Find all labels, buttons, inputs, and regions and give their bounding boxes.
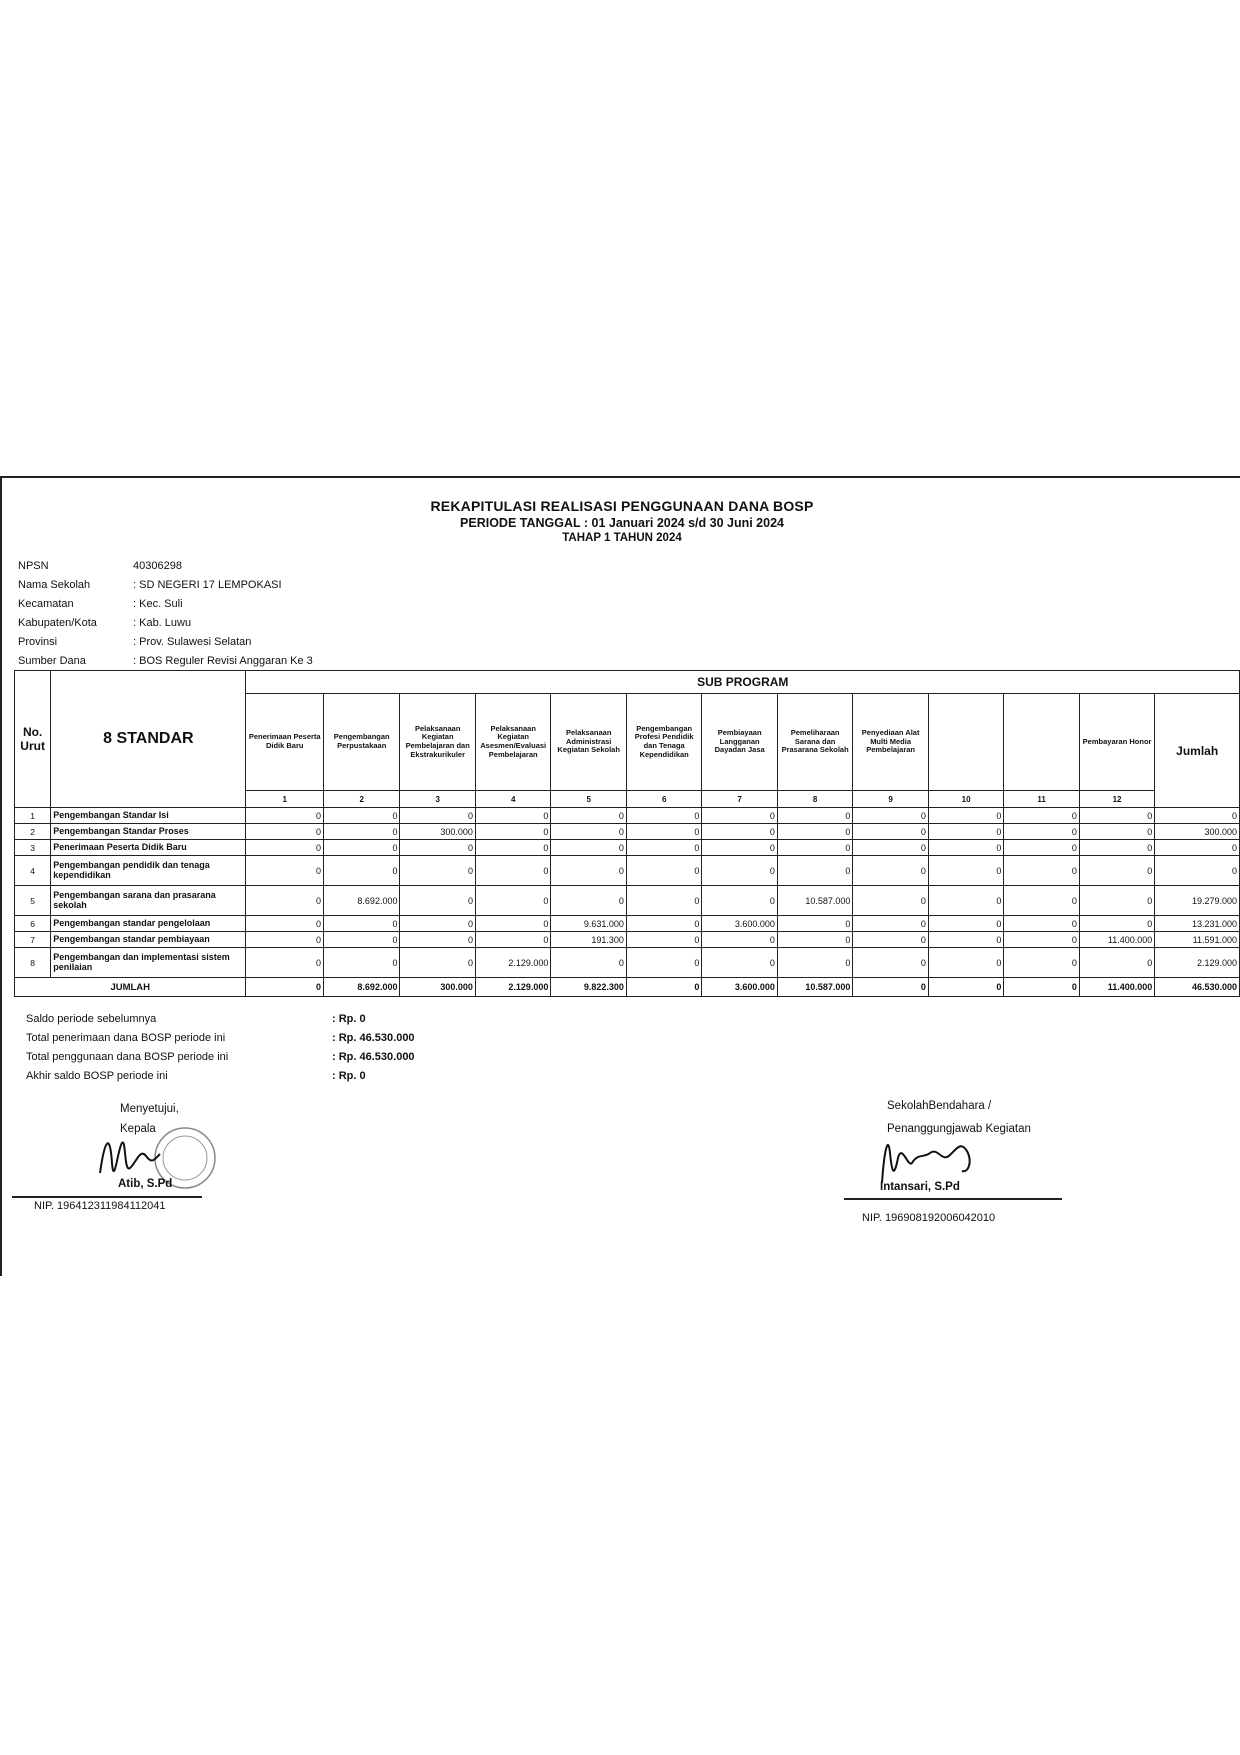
row-total: 300.000 bbox=[1155, 824, 1240, 840]
total-value: 9.822.300 bbox=[551, 978, 626, 997]
summary-row bbox=[26, 1013, 415, 1032]
cell-value: 0 bbox=[853, 948, 928, 978]
cell-value: 0 bbox=[475, 808, 550, 824]
cell-value: 0 bbox=[1004, 948, 1079, 978]
row-total: 2.129.000 bbox=[1155, 948, 1240, 978]
table-row bbox=[15, 948, 1240, 978]
cell-value: 0 bbox=[323, 808, 399, 824]
row-total: 19.279.000 bbox=[1155, 886, 1240, 916]
cell-value: 11.400.000 bbox=[1079, 932, 1154, 948]
summary-value: : Rp. 0 bbox=[332, 1070, 366, 1082]
treasurer-name: Intansari, S.Pd bbox=[880, 1181, 960, 1193]
cell-value: 0 bbox=[853, 808, 928, 824]
col-number: 1 bbox=[246, 791, 324, 808]
info-value: : SD NEGERI 17 LEMPOKASI bbox=[133, 579, 282, 591]
header-no-urut: No. Urut bbox=[15, 671, 51, 808]
table-row bbox=[15, 886, 1240, 916]
total-value: 3.600.000 bbox=[702, 978, 777, 997]
header-col-7: Pembiayaan Langganan Dayadan Jasa bbox=[702, 694, 777, 791]
header-sub-program: SUB PROGRAM bbox=[246, 671, 1240, 694]
cell-value: 0 bbox=[400, 948, 475, 978]
summary-label: Total penggunaan dana BOSP periode ini bbox=[26, 1051, 229, 1063]
cell-value: 0 bbox=[246, 840, 324, 856]
cell-value: 9.631.000 bbox=[551, 916, 626, 932]
cell-value: 0 bbox=[928, 808, 1003, 824]
standard-name: Pengembangan standar pembiayaan bbox=[51, 932, 246, 948]
standard-name: Pengembangan Standar Isi bbox=[51, 808, 246, 824]
info-label: Sumber Dana bbox=[18, 655, 86, 667]
cell-value: 0 bbox=[853, 916, 928, 932]
col-number: 2 bbox=[323, 791, 399, 808]
cell-value: 0 bbox=[626, 808, 701, 824]
cell-value: 0 bbox=[400, 932, 475, 948]
col-number: 12 bbox=[1079, 791, 1154, 808]
col-number: 3 bbox=[400, 791, 475, 808]
info-row bbox=[18, 579, 313, 598]
cell-value: 0 bbox=[323, 840, 399, 856]
header-col-8: Pemeliharaan Sarana dan Prasarana Sekolah bbox=[777, 694, 852, 791]
cell-value: 0 bbox=[928, 856, 1003, 886]
cell-value: 0 bbox=[551, 808, 626, 824]
balance-summary bbox=[26, 1013, 415, 1089]
cell-value: 0 bbox=[928, 932, 1003, 948]
cell-value: 0 bbox=[323, 824, 399, 840]
cell-value: 0 bbox=[323, 948, 399, 978]
cell-value: 0 bbox=[1004, 916, 1079, 932]
treasurer-title: SekolahBendahara / bbox=[887, 1100, 992, 1112]
cell-value: 0 bbox=[626, 932, 701, 948]
report-period: PERIODE TANGGAL : 01 Januari 2024 s/d 30 Juni 2024 bbox=[460, 516, 784, 530]
cell-value: 0 bbox=[853, 824, 928, 840]
cell-value: 0 bbox=[702, 948, 777, 978]
cell-value: 0 bbox=[1079, 948, 1154, 978]
cell-value: 0 bbox=[400, 808, 475, 824]
cell-value: 0 bbox=[626, 856, 701, 886]
row-number: 7 bbox=[15, 932, 51, 948]
report-sheet bbox=[0, 476, 1240, 1276]
row-number: 2 bbox=[15, 824, 51, 840]
cell-value: 0 bbox=[246, 824, 324, 840]
cell-value: 0 bbox=[1004, 886, 1079, 916]
info-row bbox=[18, 560, 313, 579]
cell-value: 0 bbox=[777, 808, 852, 824]
cell-value: 0 bbox=[1004, 824, 1079, 840]
cell-value: 0 bbox=[702, 932, 777, 948]
cell-value: 0 bbox=[626, 948, 701, 978]
cell-value: 0 bbox=[777, 932, 852, 948]
header-col-12: Pembayaran Honor bbox=[1079, 694, 1154, 791]
info-label: Provinsi bbox=[18, 636, 58, 648]
report-stage: TAHAP 1 TAHUN 2024 bbox=[562, 532, 682, 544]
signature-line-right bbox=[844, 1198, 1062, 1200]
cell-value: 0 bbox=[1079, 840, 1154, 856]
summary-row bbox=[26, 1070, 415, 1089]
total-label: JUMLAH bbox=[15, 978, 246, 997]
total-value: 10.587.000 bbox=[777, 978, 852, 997]
row-number: 8 bbox=[15, 948, 51, 978]
cell-value: 0 bbox=[475, 886, 550, 916]
cell-value: 300.000 bbox=[400, 824, 475, 840]
row-number: 6 bbox=[15, 916, 51, 932]
cell-value: 0 bbox=[400, 886, 475, 916]
cell-value: 0 bbox=[246, 916, 324, 932]
cell-value: 0 bbox=[323, 932, 399, 948]
row-total: 0 bbox=[1155, 856, 1240, 886]
col-number: 10 bbox=[928, 791, 1003, 808]
table-row bbox=[15, 916, 1240, 932]
cell-value: 0 bbox=[777, 948, 852, 978]
cell-value: 0 bbox=[323, 856, 399, 886]
header-col-10 bbox=[928, 694, 1003, 791]
info-label: Kecamatan bbox=[18, 598, 74, 610]
info-value: : BOS Reguler Revisi Anggaran Ke 3 bbox=[133, 655, 313, 667]
signature-line-left bbox=[12, 1196, 202, 1198]
summary-value: : Rp. 46.530.000 bbox=[332, 1051, 415, 1063]
cell-value: 0 bbox=[1004, 932, 1079, 948]
header-jumlah: Jumlah bbox=[1155, 694, 1240, 808]
cell-value: 0 bbox=[400, 856, 475, 886]
header-col-2: Pengembangan Perpustakaan bbox=[323, 694, 399, 791]
row-number: 4 bbox=[15, 856, 51, 886]
header-col-1: Penerimaan Peserta Didik Baru bbox=[246, 694, 324, 791]
standard-name: Pengembangan standar pengelolaan bbox=[51, 916, 246, 932]
cell-value: 0 bbox=[323, 916, 399, 932]
cell-value: 0 bbox=[1004, 808, 1079, 824]
cell-value: 0 bbox=[777, 840, 852, 856]
cell-value: 0 bbox=[551, 948, 626, 978]
total-value: 11.400.000 bbox=[1079, 978, 1154, 997]
cell-value: 0 bbox=[1079, 856, 1154, 886]
approval-text: Menyetujui, bbox=[120, 1103, 179, 1115]
cell-value: 0 bbox=[551, 824, 626, 840]
info-label: Nama Sekolah bbox=[18, 579, 91, 591]
standard-name: Pengembangan sarana dan prasarana sekolah bbox=[51, 886, 246, 916]
cell-value: 0 bbox=[928, 916, 1003, 932]
cell-value: 0 bbox=[626, 840, 701, 856]
cell-value: 0 bbox=[853, 932, 928, 948]
cell-value: 0 bbox=[246, 808, 324, 824]
table-row bbox=[15, 932, 1240, 948]
cell-value: 0 bbox=[702, 886, 777, 916]
standard-name: Penerimaan Peserta Didik Baru bbox=[51, 840, 246, 856]
cell-value: 8.692.000 bbox=[323, 886, 399, 916]
summary-label: Saldo periode sebelumnya bbox=[26, 1013, 157, 1025]
info-row bbox=[18, 617, 313, 636]
info-label: NPSN bbox=[18, 560, 49, 572]
cell-value: 0 bbox=[246, 886, 324, 916]
header-col-4: Pelaksanaan Kegiatan Asesmen/Evaluasi Pembelajaran bbox=[475, 694, 550, 791]
cell-value: 191.300 bbox=[551, 932, 626, 948]
row-number: 1 bbox=[15, 808, 51, 824]
info-value: : Kec. Suli bbox=[133, 598, 183, 610]
cell-value: 0 bbox=[475, 824, 550, 840]
header-col-9: Penyediaan Alat Multi Media Pembelajaran bbox=[853, 694, 928, 791]
total-value: 0 bbox=[1004, 978, 1079, 997]
col-number: 9 bbox=[853, 791, 928, 808]
cell-value: 0 bbox=[551, 840, 626, 856]
summary-row bbox=[26, 1051, 415, 1070]
cell-value: 0 bbox=[475, 932, 550, 948]
cell-value: 0 bbox=[853, 886, 928, 916]
total-value: 0 bbox=[246, 978, 324, 997]
row-number: 5 bbox=[15, 886, 51, 916]
cell-value: 0 bbox=[702, 808, 777, 824]
school-info bbox=[18, 560, 313, 674]
total-value: 2.129.000 bbox=[475, 978, 550, 997]
cell-value: 0 bbox=[928, 840, 1003, 856]
realization-table bbox=[14, 670, 1240, 997]
treasurer-nip: NIP. 196908192006042010 bbox=[862, 1212, 996, 1224]
cell-value: 0 bbox=[551, 886, 626, 916]
cell-value: 0 bbox=[626, 824, 701, 840]
report-title: REKAPITULASI REALISASI PENGGUNAAN DANA BOSP bbox=[430, 498, 814, 514]
cell-value: 0 bbox=[702, 856, 777, 886]
header-col-3: Pelaksanaan Kegiatan Pembelajaran dan Ekstrakurikuler bbox=[400, 694, 475, 791]
cell-value: 0 bbox=[246, 856, 324, 886]
col-number: 5 bbox=[551, 791, 626, 808]
cell-value: 0 bbox=[400, 840, 475, 856]
col-number: 11 bbox=[1004, 791, 1079, 808]
total-value: 0 bbox=[626, 978, 701, 997]
info-label: Kabupaten/Kota bbox=[18, 617, 97, 629]
principal-title: Kepala bbox=[120, 1123, 156, 1135]
summary-row bbox=[26, 1032, 415, 1051]
cell-value: 10.587.000 bbox=[777, 886, 852, 916]
col-number: 4 bbox=[475, 791, 550, 808]
cell-value: 0 bbox=[928, 886, 1003, 916]
total-value: 0 bbox=[928, 978, 1003, 997]
total-value: 300.000 bbox=[400, 978, 475, 997]
cell-value: 0 bbox=[551, 856, 626, 886]
table-row bbox=[15, 840, 1240, 856]
principal-name: Atib, S.Pd bbox=[118, 1178, 173, 1190]
cell-value: 0 bbox=[400, 916, 475, 932]
total-row bbox=[15, 978, 1240, 997]
header-col-11 bbox=[1004, 694, 1079, 791]
cell-value: 0 bbox=[1004, 856, 1079, 886]
cell-value: 0 bbox=[777, 916, 852, 932]
activity-responsible-title: Penanggungjawab Kegiatan bbox=[887, 1123, 1031, 1135]
cell-value: 0 bbox=[475, 840, 550, 856]
principal-nip: NIP. 196412311984112041 bbox=[34, 1200, 166, 1212]
cell-value: 3.600.000 bbox=[702, 916, 777, 932]
col-number: 7 bbox=[702, 791, 777, 808]
cell-value: 0 bbox=[246, 948, 324, 978]
cell-value: 0 bbox=[246, 932, 324, 948]
cell-value: 0 bbox=[475, 916, 550, 932]
standard-name: Pengembangan Standar Proses bbox=[51, 824, 246, 840]
summary-label: Akhir saldo BOSP periode ini bbox=[26, 1070, 168, 1082]
info-value: 40306298 bbox=[133, 560, 182, 572]
header-col-5: Pelaksanaan Administrasi Kegiatan Sekolah bbox=[551, 694, 626, 791]
cell-value: 0 bbox=[1079, 824, 1154, 840]
summary-value: : Rp. 0 bbox=[332, 1013, 366, 1025]
table-row bbox=[15, 824, 1240, 840]
row-total: 0 bbox=[1155, 808, 1240, 824]
total-value: 0 bbox=[853, 978, 928, 997]
cell-value: 0 bbox=[777, 856, 852, 886]
info-value: : Prov. Sulawesi Selatan bbox=[133, 636, 252, 648]
cell-value: 0 bbox=[475, 856, 550, 886]
row-total: 11.591.000 bbox=[1155, 932, 1240, 948]
table-row bbox=[15, 856, 1240, 886]
summary-value: : Rp. 46.530.000 bbox=[332, 1032, 415, 1044]
row-total: 0 bbox=[1155, 840, 1240, 856]
cell-value: 0 bbox=[1079, 916, 1154, 932]
cell-value: 0 bbox=[853, 856, 928, 886]
cell-value: 0 bbox=[702, 824, 777, 840]
header-8-standar: 8 STANDAR bbox=[51, 671, 246, 808]
cell-value: 0 bbox=[928, 948, 1003, 978]
cell-value: 0 bbox=[1079, 808, 1154, 824]
row-number: 3 bbox=[15, 840, 51, 856]
cell-value: 0 bbox=[1079, 886, 1154, 916]
header-col-6: Pengembangan Profesi Pendidik dan Tenaga Kependidikan bbox=[626, 694, 701, 791]
cell-value: 0 bbox=[626, 916, 701, 932]
total-value: 8.692.000 bbox=[323, 978, 399, 997]
standard-name: Pengembangan pendidik dan tenaga kependidikan bbox=[51, 856, 246, 886]
standard-name: Pengembangan dan implementasi sistem penilaian bbox=[51, 948, 246, 978]
table-row bbox=[15, 808, 1240, 824]
col-number: 6 bbox=[626, 791, 701, 808]
row-total: 13.231.000 bbox=[1155, 916, 1240, 932]
cell-value: 0 bbox=[702, 840, 777, 856]
info-value: : Kab. Luwu bbox=[133, 617, 192, 629]
cell-value: 0 bbox=[777, 824, 852, 840]
cell-value: 2.129.000 bbox=[475, 948, 550, 978]
cell-value: 0 bbox=[853, 840, 928, 856]
cell-value: 0 bbox=[626, 886, 701, 916]
cell-value: 0 bbox=[1004, 840, 1079, 856]
col-number: 8 bbox=[777, 791, 852, 808]
info-row bbox=[18, 636, 313, 655]
grand-total: 46.530.000 bbox=[1155, 978, 1240, 997]
info-row bbox=[18, 598, 313, 617]
summary-label: Total penerimaan dana BOSP periode ini bbox=[26, 1032, 226, 1044]
cell-value: 0 bbox=[928, 824, 1003, 840]
